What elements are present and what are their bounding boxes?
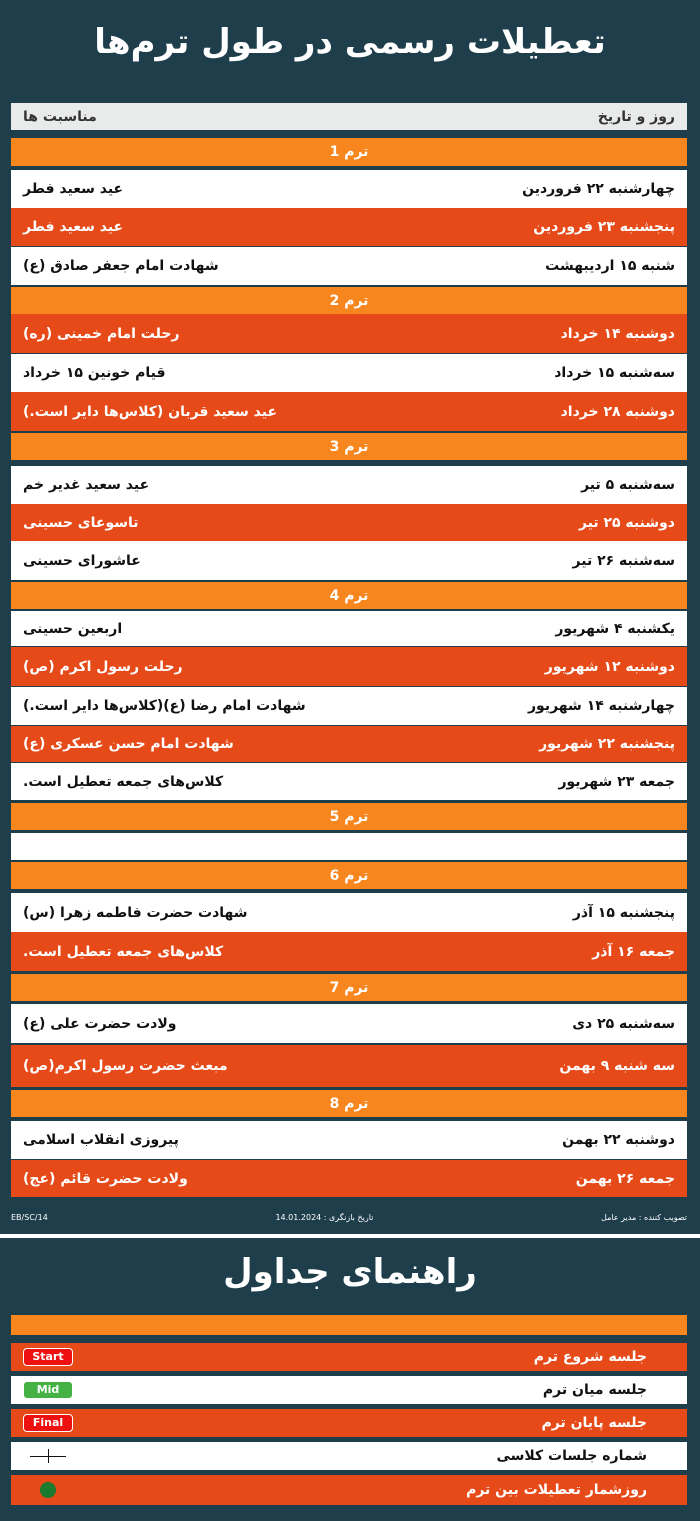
session-badge-wrapper — [23, 1414, 73, 1432]
legend-label: جلسه پایان ترم — [541, 1415, 647, 1431]
occasion-column-header: مناسبت ها — [23, 108, 97, 125]
date-cell: شنبه ۱۵ اردیبهشت — [545, 258, 675, 274]
occasion-cell: کلاس‌های جمعه تعطیل است. — [23, 773, 224, 790]
date-cell: پنجشنبه ۱۵ آذر — [572, 904, 675, 921]
date-cell: دوشنبه ۲۵ تیر — [578, 514, 675, 531]
term-header-row — [11, 1090, 687, 1117]
legend-row — [11, 1442, 687, 1470]
date-cell: یکشنبه ۴ شهریور — [555, 620, 675, 637]
date-cell: جمعه ۱۶ آذر — [592, 943, 675, 960]
term-header-row — [11, 287, 687, 314]
term-header-row — [11, 433, 687, 460]
occasion-cell: عید سعید فطر — [23, 219, 124, 235]
term-header-row — [11, 862, 687, 889]
table-header — [11, 103, 687, 130]
occasion-cell: پیروزی انقلاب اسلامی — [23, 1132, 179, 1148]
occasion-cell: شهادت امام رضا (ع)(کلاس‌ها دایر است.) — [23, 698, 306, 714]
footer-approved: تصویب کننده : مدیر عامل — [601, 1213, 687, 1222]
occasion-cell: عید سعید غدیر خم — [23, 477, 150, 493]
table-row — [11, 726, 687, 762]
table-row — [11, 392, 687, 431]
footer-review-date: تاریخ بازنگری : 14.01.2024 — [275, 1213, 374, 1222]
date-cell: جمعه ۲۶ بهمن — [575, 1170, 675, 1187]
occasion-cell: عاشورای حسینی — [23, 552, 141, 569]
table-row — [11, 611, 687, 646]
occasion-cell: مبعث حضرت رسول اکرم(ص) — [23, 1058, 228, 1074]
date-cell: دوشنبه ۱۲ شهریور — [544, 658, 675, 675]
term-label: ترم 6 — [329, 867, 369, 884]
table-row — [11, 893, 687, 932]
date-cell: جمعه ۲۳ شهریور — [558, 773, 675, 790]
term-header-row — [11, 582, 687, 609]
term-label: ترم 1 — [329, 144, 369, 160]
legend-row — [11, 1343, 687, 1371]
date-cell: دوشنبه ۲۲ بهمن — [562, 1132, 675, 1148]
green-dot-icon — [40, 1482, 56, 1498]
table-row — [11, 170, 687, 208]
legend-label: جلسه شروع ترم — [533, 1349, 647, 1365]
date-cell: سه‌شنبه ۲۶ تیر — [572, 552, 675, 569]
date-cell: چهارشنبه ۲۲ فروردین — [522, 181, 675, 197]
section-divider — [0, 1234, 700, 1238]
date-cell: چهارشنبه ۱۴ شهریور — [528, 698, 675, 714]
term-label: ترم 4 — [329, 587, 369, 604]
table-row — [11, 247, 687, 285]
table-row — [11, 208, 687, 246]
table-row — [11, 541, 687, 580]
final-badge: Final — [23, 1414, 73, 1432]
term-label: ترم 7 — [329, 979, 369, 996]
term-label: ترم 3 — [329, 438, 369, 455]
term-label: ترم 2 — [329, 292, 369, 309]
date-cell: سه شنبه ۹ بهمن — [559, 1058, 675, 1074]
occasion-cell: عید سعید فطر — [23, 181, 124, 197]
date-cell: پنجشنبه ۲۲ شهریور — [539, 736, 675, 752]
occasion-cell: کلاس‌های جمعه تعطیل است. — [23, 943, 224, 960]
date-cell: دوشنبه ۱۴ خرداد — [560, 325, 675, 342]
table-row — [11, 647, 687, 686]
table-row — [11, 1045, 687, 1087]
table-row — [11, 1160, 687, 1197]
legend-label: روزشمار تعطیلات بین ترم — [466, 1482, 647, 1498]
footer — [11, 1213, 687, 1222]
date-cell: سه‌شنبه ۱۵ خرداد — [554, 365, 675, 381]
occasion-cell: اربعین حسینی — [23, 620, 123, 637]
term-label: ترم 5 — [329, 808, 369, 825]
term-label: ترم 8 — [329, 1095, 369, 1112]
legend-row — [11, 1376, 687, 1404]
legend-row — [11, 1409, 687, 1437]
term-header-row — [11, 803, 687, 830]
legend-top-bar — [11, 1315, 687, 1335]
page-title: تعطیلات رسمی در طول ترم‌ها — [94, 22, 606, 62]
table-row — [11, 314, 687, 353]
table-row — [11, 687, 687, 725]
class-session-marker-icon — [23, 1449, 73, 1463]
term-header-row — [11, 138, 687, 166]
occasion-cell: قیام خونین ۱۵ خرداد — [23, 365, 166, 381]
table-row — [11, 466, 687, 504]
table-row — [11, 354, 687, 392]
occasion-cell: تاسوعای حسینی — [23, 514, 139, 531]
occasion-cell: عید سعید قربان (کلاس‌ها دایر است.) — [23, 403, 278, 420]
legend-label: شماره جلسات کلاسی — [496, 1448, 647, 1464]
holiday-counter-marker-icon — [23, 1482, 73, 1498]
occasion-cell: شهادت امام جعفر صادق (ع) — [23, 258, 219, 274]
occasion-cell: ولادت حضرت علی (ع) — [23, 1015, 177, 1032]
legend-label: جلسه میان ترم — [542, 1382, 647, 1398]
table-row — [11, 504, 687, 541]
date-column-header: روز و تاریخ — [597, 108, 675, 125]
table-row — [11, 1121, 687, 1159]
mid-badge: Mid — [23, 1381, 73, 1399]
table-row — [11, 1004, 687, 1043]
date-cell: سه‌شنبه ۲۵ دی — [572, 1015, 675, 1032]
session-badge-wrapper — [23, 1381, 73, 1399]
term-header-row — [11, 974, 687, 1001]
legend-title: راهنمای جداول — [223, 1252, 477, 1292]
date-cell: سه‌شنبه ۵ تیر — [581, 477, 675, 493]
occasion-cell: شهادت حضرت فاطمه زهرا (س) — [23, 904, 248, 921]
cross-icon — [30, 1449, 66, 1463]
session-badge-wrapper — [23, 1348, 73, 1366]
occasion-cell: رحلت رسول اکرم (ص) — [23, 658, 183, 675]
start-badge: Start — [23, 1348, 73, 1366]
footer-code: EB/SC/14 — [11, 1213, 48, 1222]
occasion-cell: شهادت امام حسن عسکری (ع) — [23, 736, 234, 752]
legend-row — [11, 1475, 687, 1505]
occasion-cell: ولادت حضرت قائم (عج) — [23, 1170, 188, 1187]
table-row — [11, 932, 687, 971]
table-row — [11, 833, 687, 860]
date-cell: دوشنبه ۲۸ خرداد — [560, 403, 675, 420]
table-row — [11, 763, 687, 800]
date-cell: پنجشنبه ۲۳ فروردین — [533, 219, 675, 235]
occasion-cell: رحلت امام خمینی (ره) — [23, 325, 180, 342]
